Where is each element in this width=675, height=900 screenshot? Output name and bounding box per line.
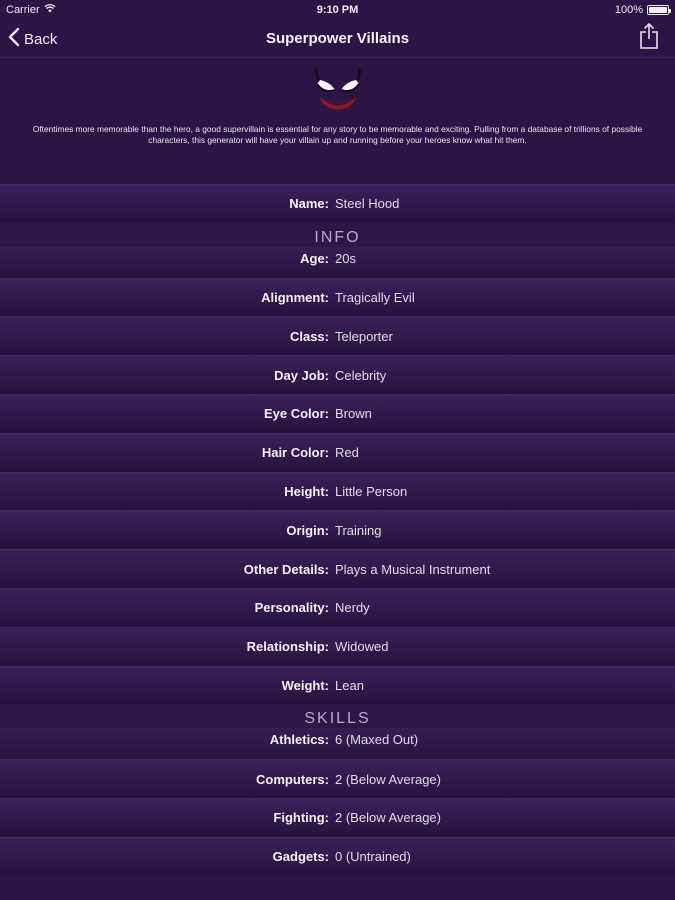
carrier-label: Carrier bbox=[6, 4, 40, 16]
row-label: Computers: bbox=[256, 771, 329, 787]
info-row-hair-color bbox=[0, 433, 675, 472]
row-label: Personality: bbox=[254, 600, 329, 616]
status-left bbox=[6, 4, 56, 16]
row-label: Gadgets: bbox=[272, 849, 329, 865]
skills-row-computers bbox=[0, 759, 675, 798]
row-label: Athletics: bbox=[269, 732, 329, 748]
skills-section-header: SKILLS bbox=[0, 704, 675, 728]
row-label: Eye Color: bbox=[263, 406, 329, 422]
info-section-header: INFO bbox=[0, 223, 675, 247]
info-row-day-job bbox=[0, 355, 675, 394]
info-row-weight bbox=[0, 666, 675, 705]
row-label: Weight: bbox=[281, 677, 329, 693]
row-label: Relationship: bbox=[246, 639, 329, 655]
battery-percent: 100% bbox=[614, 4, 643, 16]
status-bar bbox=[0, 0, 675, 20]
row-label: Other Details: bbox=[243, 561, 329, 577]
name-row bbox=[0, 184, 675, 223]
info-row-height bbox=[0, 472, 675, 511]
row-label: Class: bbox=[289, 328, 329, 344]
row-value: 6 (Maxed Out) bbox=[335, 732, 419, 748]
row-label: Alignment: bbox=[261, 289, 329, 305]
row-label: Day Job: bbox=[274, 367, 329, 383]
info-row-other-details bbox=[0, 549, 675, 588]
row-value: 0 (Untrained) bbox=[335, 849, 411, 865]
skills-row-gadgets bbox=[0, 837, 675, 876]
info-row-alignment bbox=[0, 278, 675, 317]
intro-text: Oftentimes more memorable than the hero, a good supervillain is essential for any story to be memorable and exciting. Pulling from a database of trillions of possible characters, this generator will have your villain up and running before your heroes know what hit them. bbox=[32, 124, 643, 145]
row-value: Training bbox=[335, 522, 382, 538]
row-label: Height: bbox=[284, 483, 329, 499]
row-value: 20s bbox=[335, 250, 356, 266]
name-value: Steel Hood bbox=[335, 196, 400, 212]
row-label: Fighting: bbox=[273, 810, 329, 826]
battery-fill bbox=[649, 7, 667, 13]
skills-row-fighting bbox=[0, 798, 675, 837]
share-button[interactable] bbox=[637, 24, 661, 52]
row-value: Brown bbox=[335, 406, 372, 422]
battery-icon bbox=[647, 5, 669, 15]
logo-container bbox=[0, 64, 675, 116]
row-value: Tragically Evil bbox=[335, 289, 415, 305]
row-value: Plays a Musical Instrument bbox=[335, 561, 491, 577]
name-label: Name: bbox=[289, 196, 329, 212]
row-label: Age: bbox=[300, 250, 329, 266]
villain-face-icon bbox=[308, 64, 368, 116]
row-value: 2 (Below Average) bbox=[335, 810, 441, 826]
row-value: Widowed bbox=[335, 639, 389, 655]
navigation-bar bbox=[0, 20, 675, 58]
row-value: Teleporter bbox=[335, 328, 393, 344]
status-right bbox=[615, 4, 669, 16]
chevron-left-icon bbox=[8, 27, 20, 51]
info-row-personality bbox=[0, 588, 675, 627]
row-label: Hair Color: bbox=[261, 445, 329, 461]
info-row-origin bbox=[0, 510, 675, 549]
back-label: Back bbox=[24, 30, 58, 48]
row-value: Red bbox=[335, 445, 359, 461]
info-row-eye-color bbox=[0, 394, 675, 433]
row-value: Lean bbox=[335, 677, 364, 693]
row-label: Origin: bbox=[286, 522, 329, 538]
wifi-icon bbox=[44, 4, 56, 16]
row-value: 2 (Below Average) bbox=[335, 771, 441, 787]
page-title: Superpower Villains bbox=[265, 30, 410, 47]
back-button[interactable] bbox=[8, 20, 57, 58]
villain-details bbox=[0, 184, 675, 876]
info-row-class bbox=[0, 316, 675, 355]
row-value: Celebrity bbox=[335, 367, 387, 383]
share-icon bbox=[639, 23, 659, 54]
info-row-relationship bbox=[0, 627, 675, 666]
row-value: Nerdy bbox=[335, 600, 370, 616]
status-time: 9:10 PM bbox=[316, 4, 359, 16]
row-value: Little Person bbox=[335, 483, 408, 499]
